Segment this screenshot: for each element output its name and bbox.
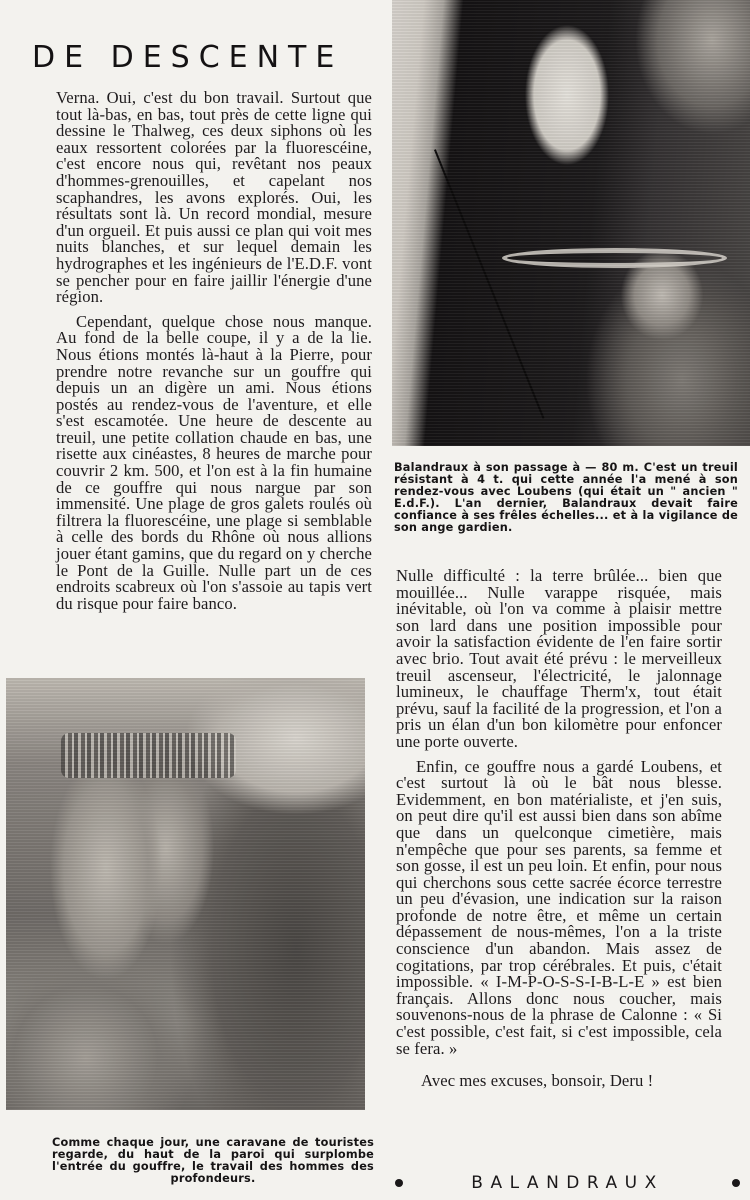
article-title: DE DESCENTE — [32, 40, 344, 75]
paragraph: Nulle difficulté : la terre brûlée... bien que mouillée... Nulle varappe risquée, mais inévitable, où l'on va comme à plaisir mettre son lard dans une position impossible pour avoir la satisfaction évidente de l'en faire sortir avec brio. Tout avait été prévu : le merveilleux treuil ascenseur, l'électricité, le jalonnage lumineux, le chauffage Therm'x, tout était prévu, sauf la facilité de la progression, et l'on a pris un élan d'un bon kilomètre pour enfoncer une porte ouverte. — [396, 566, 722, 751]
helmet-lamp-ring — [502, 248, 727, 268]
caver-photo-caption: Balandraux à son passage à — 80 m. C'est un treuil résistant à 4 t. qui cette année l'a mené à son rendez-vous avec Loubens (qui était un " ancien " E.d.F.). L'an dernier, Balandraux devait faire confiance à ses frêles échelles... et à la vigilance de son ange gardien. — [394, 461, 738, 534]
paragraph: Cependant, quelque chose nous manque. Au fond de la belle coupe, il y a de la lie. Nous étions montés là-haut à la Pierre, pour prendre notre revanche sur un gouffre qui depuis un an digère un ami. Nous étions postés au rendez-vous de l'aventure, et elle s'est escamotée. Une heure de descente au treuil, une petite collation chaude en bas, une risette aux cinéastes, 8 heures de marche pour couvrir 2 km. 500, et l'on est à la fin humaine de ce gouffre qui nous nargue par son immensité. Une plage de gros galets roulés où filtrera la fluorescéine, une plage si semblable à celle des bords du Rhône où nous allions jouer étant gamins, que du regard on y cherche le Pont de la Guille. Nulle part un de ces endroits scabreux où l'on s'assoie au tapis vert du risque pour faire banco. — [56, 311, 372, 613]
bullet-icon — [732, 1179, 740, 1187]
signoff: Avec mes excuses, bonsoir, Deru ! — [421, 1071, 654, 1091]
paragraph: Verna. Oui, c'est du bon travail. Surtout que tout là-bas, en bas, tout près de cette ligne qui dessine le Thalweg, ces deux siphons où les eaux ressortent colorées par la fluorescéine, c'est encore nous qui, revêtant nos peaux d'hommes-grenouilles, et capelant nos scaphandres, les avons explorés. Oui, les résultats sont là. Un record mondial, mesure d'un orgueil. Et puis aussi ce plan qui voit mes nuits blanches, et sur lequel demain les hydrographes et les ingénieurs de l'E.D.F. vont se pencher pour en faire jaillir l'énergie d'une région. — [56, 88, 372, 307]
winch-cable — [434, 149, 544, 419]
left-text-column — [56, 90, 372, 612]
footer-byline — [395, 1172, 740, 1194]
caver-photo — [392, 0, 750, 446]
gorge-photo — [6, 678, 365, 1110]
halftone-texture — [392, 0, 750, 446]
gorge-photo-caption: Comme chaque jour, une caravane de touristes regarde, du haut de la paroi qui surplombe l'entrée du gouffre, le travail des hommes des profondeurs. — [52, 1136, 374, 1185]
author-name: BALANDRAUX — [471, 1173, 664, 1193]
right-text-column — [396, 568, 722, 1090]
paragraph: Enfin, ce gouffre nous a gardé Loubens, et c'est surtout là où le bât nous blesse. Evidemment, en bon matérialiste, et j'en suis, on peut dire qu'il est aussi bien dans son abîme que dans un quelconque cimetière, mais n'empêche que pour ses parents, sa femme et son gosse, il est un peu loin. Et enfin, pour nous qui cherchons sous cette sacrée écorce terrestre un peu d'évasion, une indication sur la raison profonde de notre être, et même un certain dépassement de nous-mêmes, l'on a la triste conscience d'un abandon. Mais assez de cogitations, par trop cérébrales. Et puis, c'était impossible. « I-M-P-O-S-S-I-B-L-E » est bien français. Allons donc nous coucher, mais souvenons-nous de la phrase de Calonne : « Si c'est possible, c'est fait, si c'est impossible, cela se fera. » — [396, 756, 722, 1058]
tourist-crowd — [61, 733, 236, 778]
bullet-icon — [395, 1179, 403, 1187]
